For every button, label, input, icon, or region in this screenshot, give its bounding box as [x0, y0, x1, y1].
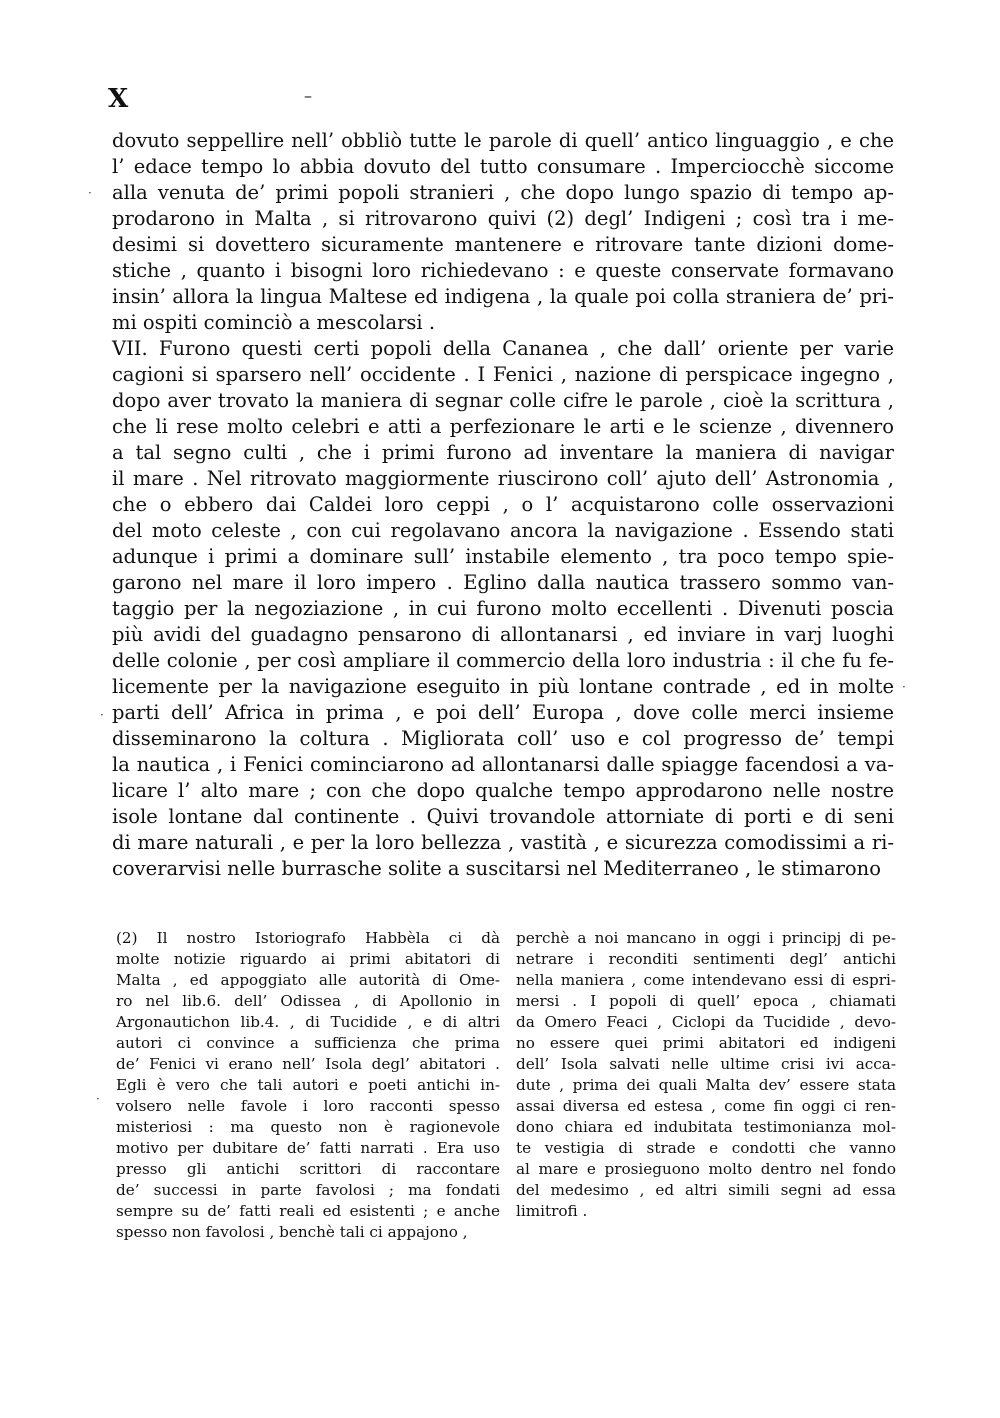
- text-line: dovuto seppellire nell’ obbliò tutte le parole di quell’ antico linguaggio , e che: [112, 129, 894, 152]
- text-line: la nautica , i Fenici cominciarono ad allontanarsi dalle spiagge facendosi a va-: [112, 753, 894, 776]
- footnote-line: perchè a noi mancano in oggi i principj di pe-: [516, 929, 896, 947]
- footnote-line: dono chiara ed indubitata testimonianza mol-: [516, 1118, 896, 1136]
- footnote-line: presso gli antichi scrittori di raccontare: [116, 1160, 500, 1178]
- text-line: più avidi del guadagno pensarono di allontanarsi , ed inviare in varj luoghi: [112, 623, 894, 646]
- footnote-line: misteriosi : ma questo non è ragionevole: [116, 1118, 500, 1136]
- text-line: parti dell’ Africa in prima , e poi dell’ Europa , dove colle merci insieme: [112, 701, 894, 724]
- footnote-line: dute , prima dei quali Malta dev’ essere stata: [516, 1076, 896, 1094]
- footnote-line: motivo per dubitare de’ fatti narrati . Era uso: [116, 1139, 500, 1157]
- text-line: di mare naturali , e per la loro bellezza , vastità , e sicurezza comodissimi a ri-: [112, 831, 894, 854]
- text-line: disseminarono la coltura . Migliorata coll’ uso e col progresso de’ tempi: [112, 727, 894, 750]
- text-line: licare l’ alto mare ; con che dopo qualche tempo approdarono nelle nostre: [112, 779, 894, 802]
- footnote-line: Egli è vero che tali autori e poeti antichi in-: [116, 1076, 500, 1094]
- footnote-line: (2) Il nostro Istoriografo Habbèla ci dà: [116, 929, 500, 947]
- footnote-line: limitrofi .: [516, 1202, 588, 1220]
- footnote-line: netrare i reconditi sentimenti degl’ antichi: [516, 950, 896, 968]
- footnote-line: al mare e prosieguono molto dentro nel fondo: [516, 1160, 896, 1178]
- text-line: desimi si dovettero sicuramente mantenere e ritrovare tante dizioni dome-: [112, 233, 894, 256]
- text-line: taggio per la negoziazione , in cui furono molto eccellenti . Divenuti poscia: [112, 597, 894, 620]
- footnote-line: de’ Fenici vi erano nell’ Isola degl’ abitatori .: [116, 1055, 500, 1073]
- footnote-line: te vestigia di strade e condotti che vanno: [516, 1139, 896, 1157]
- footnote-column-left: [116, 928, 500, 1243]
- footnote-line: volsero nelle favole i loro racconti spesso: [116, 1097, 500, 1115]
- page-number: X: [108, 84, 130, 114]
- footnote-line: nella maniera , come intendevano essi di espri-: [516, 971, 896, 989]
- text-line: stiche , quanto i bisogni loro richiedevano : e queste conservate formavano: [112, 259, 894, 282]
- scan-speck: ·: [100, 708, 104, 722]
- text-line: prodarono in Malta , si ritrovarono quivi (2) degl’ Indigeni ; così tra i me-: [112, 207, 894, 230]
- text-line: delle colonie , per così ampliare il commercio della loro industria : il che fu fe-: [112, 649, 894, 672]
- text-line: che li rese molto celebri e atti a perfezionare le arti e le scienze , divennero: [112, 415, 894, 438]
- footnote-line: ro nel lib.6. dell’ Odissea , di Apollonio in: [116, 992, 500, 1010]
- footnote-line: molte notizie riguardo ai primi abitatori di: [116, 950, 500, 968]
- text-line: cagioni si sparsero nell’ occidente . I Fenici , nazione di perspicace ingegno ,: [112, 363, 894, 386]
- text-line: alla venuta de’ primi popoli stranieri , che dopo lungo spazio di tempo ap-: [112, 181, 894, 204]
- text-line: licemente per la navigazione eseguito in più lontane contrade , ed in molte: [112, 675, 894, 698]
- text-line: il mare . Nel ritrovato maggiormente riuscirono coll’ ajuto dell’ Astronomia ,: [112, 467, 894, 490]
- text-line: che o ebbero dai Caldei loro ceppi , o l’ acquistarono colle osservazioni: [112, 493, 894, 516]
- footnote-line: no essere quei primi abitatori ed indigeni: [516, 1034, 896, 1052]
- text-line: del moto celeste , con cui regolavano ancora la navigazione . Essendo stati: [112, 519, 894, 542]
- text-line: adunque i primi a dominare sull’ instabile elemento , tra poco tempo spie-: [112, 545, 894, 568]
- text-line: isole lontane dal continente . Quivi trovandole attorniate di porti e di seni: [112, 805, 894, 828]
- footnote-line: mersi . I popoli di quell’ epoca , chiamati: [516, 992, 896, 1010]
- text-line: a tal segno culti , che i primi furono ad inventare la maniera di navigar: [112, 441, 894, 464]
- footnote-line: dell’ Isola salvati nelle ultime crisi ivi acca-: [516, 1055, 896, 1073]
- text-line: l’ edace tempo lo abbia dovuto del tutto consumare . Imperciocchè siccome: [112, 155, 894, 178]
- scan-speck: ·: [902, 680, 906, 694]
- main-text-body: [112, 128, 894, 882]
- footnote-line: sempre su de’ fatti reali ed esistenti ; e anche: [116, 1202, 500, 1220]
- scan-speck: ·: [88, 186, 92, 200]
- text-line: mi ospiti cominciò a mescolarsi .: [112, 311, 436, 334]
- footnote-line: assai diversa ed estesa , come fin oggi ci ren-: [516, 1097, 896, 1115]
- footnote-line: del medesimo , ed altri simili segni ad essa: [516, 1181, 896, 1199]
- text-line: coverarvisi nelle burrasche solite a suscitarsi nel Mediterraneo , le stimarono: [112, 857, 881, 880]
- footnote-line: spesso non favolosi , benchè tali ci appajono ,: [116, 1223, 468, 1241]
- footnote-column-right: [516, 928, 896, 1222]
- scan-speck: ·: [96, 1092, 100, 1106]
- text-line: insin’ allora la lingua Maltese ed indigena , la quale poi colla straniera de’ pri-: [112, 285, 894, 308]
- footnote-line: Malta , ed appoggiato alle autorità di Ome-: [116, 971, 500, 989]
- header-dash: –: [304, 86, 312, 105]
- footnote-line: autori ci convince a sufficienza che prima: [116, 1034, 500, 1052]
- text-line: dopo aver trovato la maniera di segnar colle cifre le parole , cioè la scrittura ,: [112, 389, 894, 412]
- text-line: VII. Furono questi certi popoli della Cananea , che dall’ oriente per varie: [112, 337, 894, 360]
- footnote-line: de’ successi in parte favolosi ; ma fondati: [116, 1181, 500, 1199]
- footnote-line: Argonautichon lib.4. , di Tucidide , e di altri: [116, 1013, 500, 1031]
- text-line: garono nel mare il loro impero . Eglino dalla nautica trassero sommo van-: [112, 571, 894, 594]
- footnote-line: da Omero Feaci , Ciclopi da Tucidide , devo-: [516, 1013, 896, 1031]
